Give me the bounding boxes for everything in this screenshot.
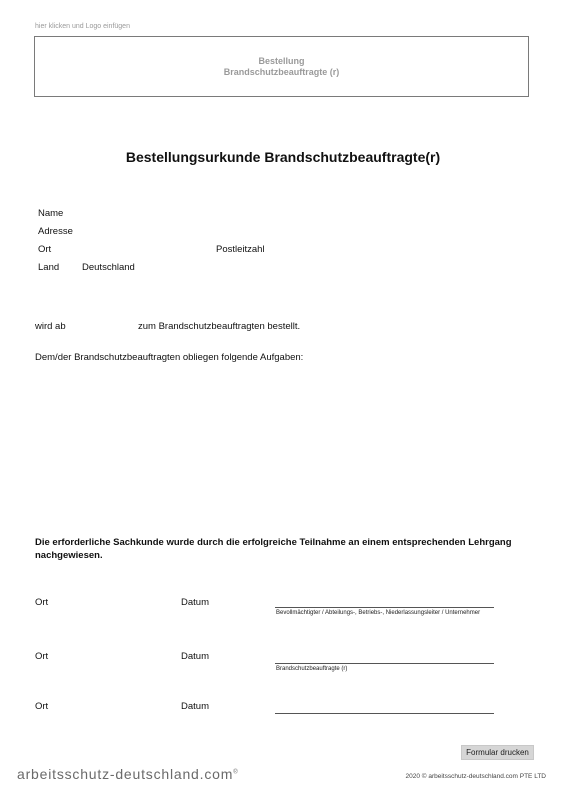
signature-2-city-label: Ort	[35, 651, 49, 662]
signature-1-city-label: Ort	[35, 597, 49, 608]
tasks-text-area[interactable]	[35, 375, 530, 525]
header-line-1: Bestellung	[258, 56, 305, 66]
signature-2-date-label: Datum	[181, 651, 209, 662]
tasks-intro: Dem/der Brandschutzbeauftragten obliegen folgende Aufgaben:	[35, 352, 304, 363]
name-label: Name	[38, 208, 64, 219]
brand-logo	[17, 766, 238, 782]
country-value[interactable]: Deutschland	[82, 262, 135, 273]
signature-2-caption: Brandschutzbeauftragte (r)	[276, 666, 348, 672]
signature-2-line[interactable]	[275, 663, 494, 664]
document-title: Bestellungsurkunde Brandschutzbeauftragte(r)	[125, 149, 441, 165]
signature-1-caption: Bevollmächtigter / Abteilungs-, Betriebs-, Niederlassungsleiter / Unternehmer	[276, 610, 481, 616]
signature-3-date-label: Datum	[181, 701, 209, 712]
country-label: Land	[38, 262, 60, 273]
copyright-notice: 2020 © arbeitsschutz-deutschland.com PTE LTD	[405, 773, 546, 780]
zip-label: Postleitzahl	[216, 244, 265, 255]
signature-1-date-label: Datum	[181, 597, 209, 608]
logo-placeholder[interactable]: hier klicken und Logo einfügen	[35, 23, 130, 30]
signature-3-line[interactable]	[275, 713, 494, 714]
competence-note: Die erforderliche Sachkunde wurde durch die erfolgreiche Teilnahme an einem entsprechenden Lehrgang nachgewiesen.	[35, 537, 512, 561]
appointment-prefix: wird ab	[35, 321, 66, 332]
print-form-button[interactable]: Formular drucken	[461, 745, 534, 760]
registered-mark: ®	[233, 769, 239, 776]
header-line-2: Brandschutzbeauftragte (r)	[223, 67, 340, 77]
header-box	[34, 36, 529, 97]
city-label: Ort	[38, 244, 52, 255]
appointment-suffix: zum Brandschutzbeauftragten bestellt.	[138, 321, 301, 332]
address-label: Adresse	[38, 226, 73, 237]
brand-name: arbeitsschutz-deutschland.com	[17, 766, 234, 782]
signature-1-line[interactable]	[275, 607, 494, 608]
signature-3-city-label: Ort	[35, 701, 49, 712]
